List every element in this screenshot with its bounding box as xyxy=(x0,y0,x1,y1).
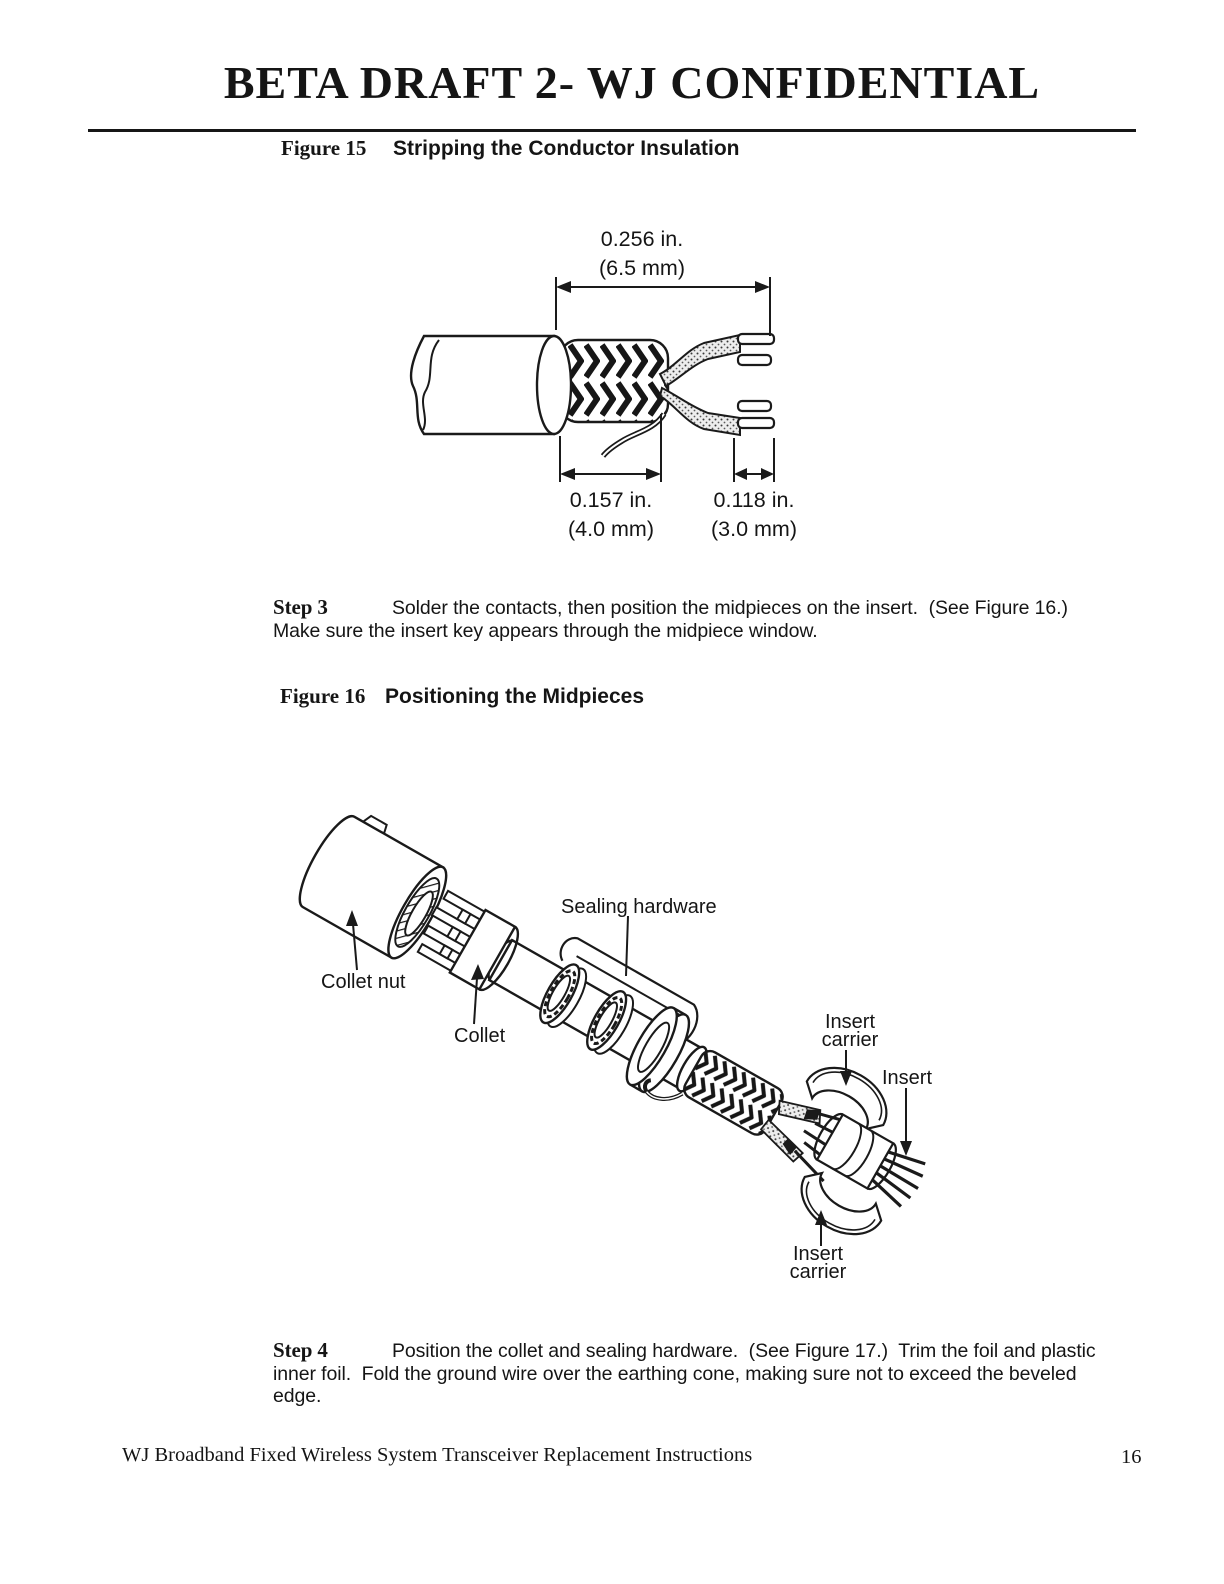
callout-insert-carrier-bottom-line2: carrier xyxy=(789,1261,847,1283)
callout-insert-carrier-top-line1: Insert xyxy=(824,1011,876,1033)
dim-strip-mm: (3.0 mm) xyxy=(711,517,797,541)
figure15-caption xyxy=(281,136,739,161)
figure16-caption xyxy=(280,684,644,709)
step-4 xyxy=(273,1339,1096,1408)
callout-collet-nut: Collet nut xyxy=(321,971,406,993)
connector-assembly-drawing xyxy=(290,802,877,1203)
callout-insert-carrier-top-line2: carrier xyxy=(821,1029,879,1051)
step-4-line-3: edge. xyxy=(273,1385,322,1407)
callout-insert: Insert xyxy=(882,1067,933,1089)
footer-document-title: WJ Broadband Fixed Wireless System Transceiver Replacement Instructions xyxy=(122,1444,753,1466)
step-3-label: Step 3 xyxy=(273,595,328,619)
step-4-line-1: Position the collet and sealing hardware. (See Figure 17.) Trim the foil and plastic xyxy=(392,1340,1096,1362)
header-rule xyxy=(88,129,1136,132)
step-3-line-1: Solder the contacts, then position the midpieces on the insert. (See Figure 16.) xyxy=(392,597,1068,619)
footer-page-number: 16 xyxy=(1121,1446,1142,1468)
dim-braid-in: 0.157 in. xyxy=(569,488,653,512)
callout-insert-carrier-bottom-line1: Insert xyxy=(792,1243,844,1265)
figure15-caption-label: Figure 15 xyxy=(281,136,367,160)
figure15-diagram xyxy=(360,190,920,570)
figure16-caption-title: Positioning the Midpieces xyxy=(385,685,645,708)
figure16-diagram xyxy=(290,800,990,1300)
figure16-caption-label: Figure 16 xyxy=(280,684,366,708)
step-3-line-2: Make sure the insert key appears through the midpiece window. xyxy=(273,619,818,642)
dim-overall-in: 0.256 in. xyxy=(600,227,684,251)
step-4-label: Step 4 xyxy=(273,1338,328,1362)
step-4-line-2: inner foil. Fold the ground wire over the earthing cone, making sure not to exceed the beveled xyxy=(273,1362,1077,1385)
dim-braid-mm: (4.0 mm) xyxy=(568,517,654,541)
callout-collet: Collet xyxy=(454,1025,506,1047)
callout-sealing-hardware: Sealing hardware xyxy=(561,896,717,918)
step-3 xyxy=(273,596,1068,642)
cable-drawing xyxy=(411,334,774,456)
dim-overall-mm: (6.5 mm) xyxy=(599,256,685,280)
figure15-caption-title: Stripping the Conductor Insulation xyxy=(393,137,740,160)
page-title: BETA DRAFT 2- WJ CONFIDENTIAL xyxy=(223,57,1041,108)
dim-strip-in: 0.118 in. xyxy=(713,488,795,512)
